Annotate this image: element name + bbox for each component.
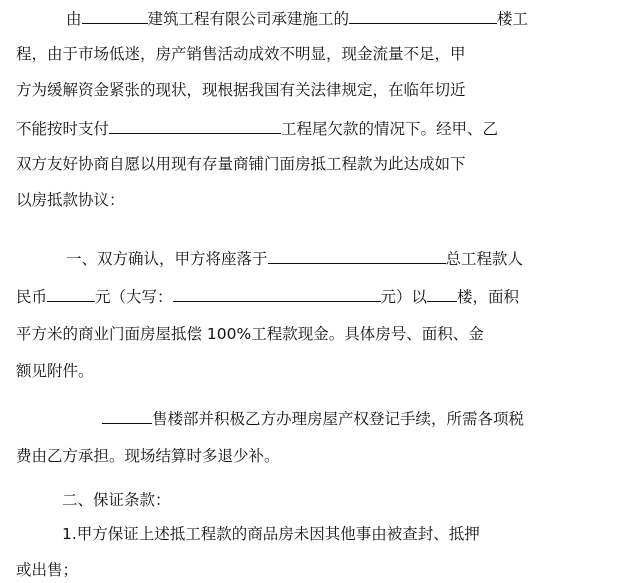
blank-field [109, 118, 281, 134]
text-segment: 总工程款人 [445, 250, 524, 268]
paragraph-line: 1.甲方保证上述抵工程款的商品房未因其他事由被查封、抵押 [62, 525, 480, 543]
text-segment: 民币 [16, 288, 48, 306]
text-segment: 建筑工程有限公司承建施工的 [147, 10, 350, 28]
blank-field [102, 408, 152, 424]
text-segment: 元（大写： [95, 288, 173, 306]
paragraph-line: 平方米的商业门面房屋抵偿 100%工程款现金。具体房号、面积、金 [16, 325, 484, 343]
paragraph-line [66, 248, 626, 269]
paragraph-line [16, 118, 616, 139]
paragraph-line [16, 286, 616, 307]
blank-field [47, 286, 95, 302]
paragraph-line: 额见附件。 [16, 362, 94, 380]
text-segment: 由 [66, 10, 82, 28]
paragraph-line: 双方友好协商自愿以用现有存量商铺门面房抵工程款为此达成如下 [16, 155, 466, 173]
text-segment: 售楼部并积极乙方办理房屋产权登记手续，所需各项税 [152, 410, 525, 428]
text-segment: 楼工 [497, 10, 529, 28]
paragraph-line: 费由乙方承担。现场结算时多退少补。 [16, 447, 280, 465]
blank-field [82, 8, 148, 24]
paragraph-line [66, 8, 626, 29]
text-segment: 不能按时支付 [16, 120, 110, 138]
paragraph-line: 程，由于市场低迷，房产销售活动成效不明显，现金流量不足，甲 [16, 45, 466, 63]
blank-field [427, 286, 457, 302]
section-heading: 二、保证条款： [62, 491, 171, 509]
blank-field [268, 248, 446, 264]
paragraph-line: 以房抵款协议： [16, 191, 125, 209]
text-segment: 楼，面积 [457, 288, 520, 306]
text-segment: 元）以 [380, 288, 428, 306]
paragraph-line: 方为缓解资金紧张的现状，现根据我国有关法律规定，在临年切近 [16, 81, 466, 99]
text-segment: 一、双方确认，甲方将座落于 [66, 250, 268, 268]
blank-field [173, 286, 381, 302]
paragraph-line [102, 408, 622, 429]
paragraph-line: 或出售； [16, 561, 79, 579]
text-segment: 工程尾欠款的情况下。经甲、乙 [281, 120, 499, 138]
blank-field [349, 8, 497, 24]
